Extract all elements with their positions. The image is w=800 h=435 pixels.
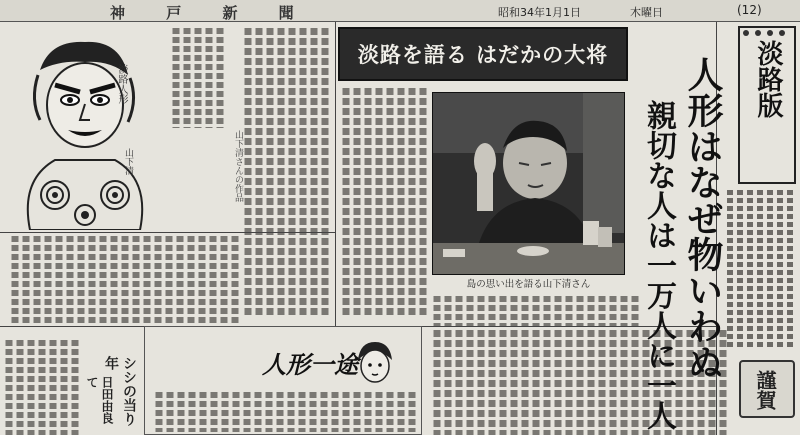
body-text-block [5,340,80,435]
body-text-block [150,392,418,432]
puppet-face-icon [350,338,400,388]
body-text-block [338,88,428,318]
caricature-signature-title: 淡路人形 [116,64,127,104]
column-rule [0,232,335,233]
photo-caption: 島の思い出を語る山下清さん [466,279,591,290]
body-text-block [430,296,640,326]
contact-info-column [718,190,796,350]
text-lines-graphic [240,28,330,318]
portrait-photo [432,92,625,275]
column-title: 人形一途 [262,351,358,379]
new-year-text: 謹賀 [753,370,777,410]
masthead [0,0,800,22]
headline-sub: 親切な人は一万人に一人 [641,100,676,430]
text-lines-graphic [150,392,418,432]
edition-title: 淡路版 [753,40,783,118]
text-lines-graphic [5,236,240,326]
headline-main: 人形はなぜ物いわぬ [682,56,723,380]
column-rule [335,22,336,326]
text-lines-graphic [718,190,796,350]
shishi-subheading: 日田由良て [85,376,114,424]
caricature-illustration [10,30,160,230]
article-title: 淡路を語る はだかの大将 [357,43,609,67]
edition-box [738,26,796,184]
caricature-signature-artist: 山下清 [123,148,133,175]
body-text-block [240,28,330,318]
text-lines-graphic [165,28,225,128]
issue-weekday: 木曜日 [630,6,663,19]
shishi-heading: シシの当り年 [103,356,137,426]
photo-man-thinking [433,93,625,275]
newspaper-name: 神 戸 新 聞 [110,4,312,22]
ornament-border-icon [740,28,794,38]
issue-date: 昭和34年1月1日 [498,6,581,19]
page-number: (12) [737,3,762,17]
body-text-block [5,236,240,326]
text-lines-graphic [5,340,80,435]
text-lines-graphic [430,296,640,326]
caricature-caption: 山下清さんの作品 [233,130,243,202]
article-banner [338,27,628,81]
text-lines-graphic [338,88,428,318]
body-text-block [165,28,225,128]
bunraku-puppet-drawing [10,30,160,230]
new-year-stamp [739,360,795,418]
